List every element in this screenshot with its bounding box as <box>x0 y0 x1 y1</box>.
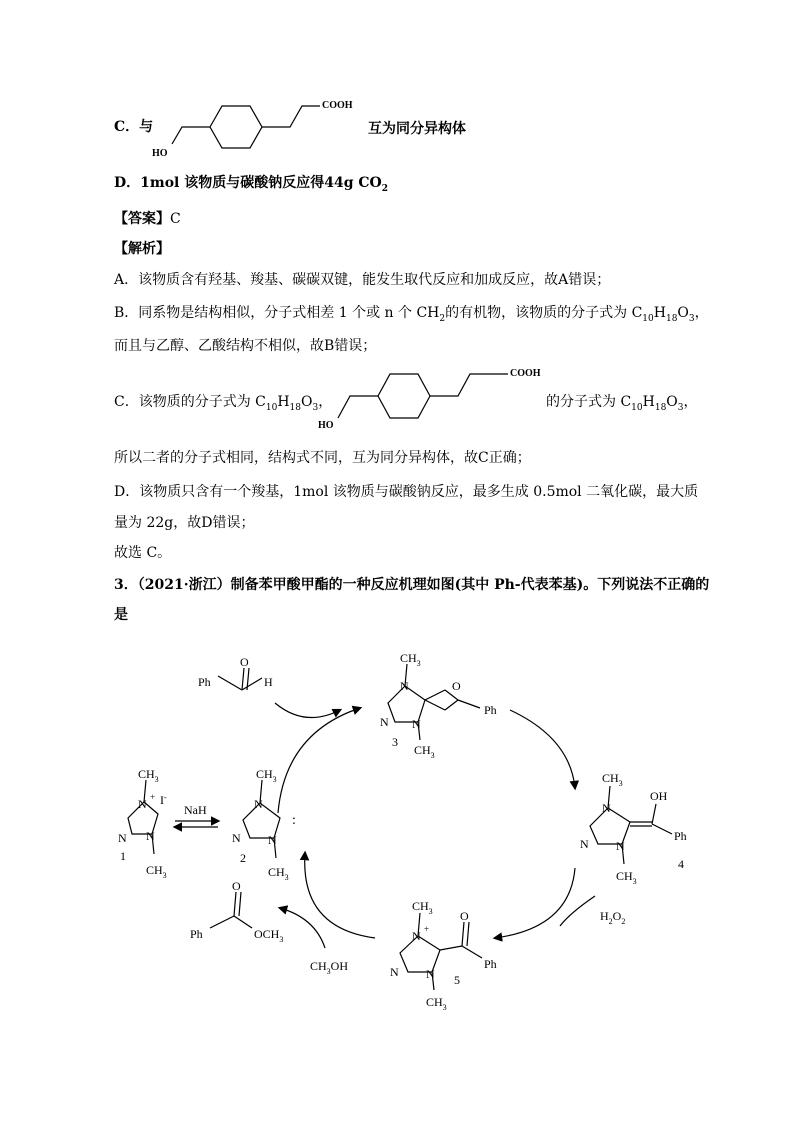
svg-text:OCH3: $OCH_3$ <box>254 927 284 944</box>
svg-text:OH: OH <box>650 789 668 803</box>
cooh-label: COOH <box>322 100 353 111</box>
cycle-arrow-4-to-5 <box>495 868 575 938</box>
analysis-b1: B．同系物是结构相似，分子式相差 1 个或 n 个 $CH_2$的有机物，该物质的分子式为 $C_{10}H_{18}O_3$， <box>114 305 709 324</box>
svg-text:O: O <box>232 879 241 893</box>
analysis-c-structure <box>310 360 550 432</box>
svg-text:+: + <box>150 792 156 802</box>
svg-text:N: N <box>412 717 421 731</box>
h2o2-label: $H_2O_2$ <box>600 909 626 926</box>
svg-text:H: H <box>264 675 273 689</box>
analysis-b2: 而且与乙醇、乙酸结构不相似，故B错误； <box>114 338 377 354</box>
conclusion: 故选 C。 <box>114 545 172 561</box>
svg-text:N: N <box>380 715 389 729</box>
svg-text:N: N <box>426 967 435 981</box>
svg-text:I-: I- <box>160 793 167 807</box>
ester-out-arrow <box>280 908 325 948</box>
c1-ch3-top: $CH_3$ <box>138 767 159 784</box>
label-3: 3 <box>392 735 398 749</box>
svg-text:CH3: $CH_3$ <box>412 899 433 916</box>
option-d: D．1mol 该物质与碳酸钠反应得44g $CO_2$ <box>114 175 388 194</box>
svg-text:N: N <box>580 837 589 851</box>
svg-text:Ph: Ph <box>674 829 687 843</box>
analysis-c2: 所以二者的分子式相同，结构式不同，互为同分异构体，故C正确； <box>114 450 531 466</box>
reaction-mechanism <box>100 628 700 1038</box>
svg-text:N: N <box>138 797 147 811</box>
option-c-structure <box>150 92 370 162</box>
cooh-label-2: COOH <box>510 368 541 379</box>
svg-text:O: O <box>240 655 249 669</box>
analysis-c1-pre: C．该物质的分子式为 $C_{10}H_{18}O_3$， <box>114 394 333 413</box>
question-3-line1: 3．（2021·浙江）制备苯甲酸甲酯的一种反应机理如图(其中 Ph-代表苯基)。下列说法不正确的 <box>114 577 710 593</box>
svg-text:Ph: Ph <box>198 675 211 689</box>
cycle-arrow-5-to-2 <box>305 853 375 938</box>
svg-text:Ph: Ph <box>484 703 497 717</box>
svg-text:CH3: $CH_3$ <box>268 865 289 882</box>
ho-label-2: HO <box>318 420 334 431</box>
svg-text:Ph: Ph <box>190 927 203 941</box>
svg-text:O: O <box>460 909 469 923</box>
answer: 【答案】C <box>114 211 181 227</box>
analysis-d2: 量为 22g，故D错误； <box>114 515 255 531</box>
cycle-arrow-3-to-4 <box>510 710 575 788</box>
option-c-suffix: 互为同分异构体 <box>368 121 466 137</box>
svg-text:CH3: $CH_3$ <box>414 743 435 760</box>
methanol-label: $CH_3OH$ <box>310 959 349 976</box>
svg-text::: : <box>292 813 296 828</box>
cycle-arrow-2-to-3 <box>278 708 360 813</box>
option-c-prefix: C．与 <box>114 119 154 135</box>
nah-label: NaH <box>184 803 207 817</box>
label-4: 4 <box>678 857 684 871</box>
svg-text:CH3: $CH_3$ <box>602 771 623 788</box>
svg-text:CH3: $CH_3$ <box>400 651 421 668</box>
svg-text:N: N <box>146 829 155 843</box>
question-3-line2: 是 <box>114 607 128 623</box>
svg-text:N: N <box>400 679 409 693</box>
svg-text:N: N <box>254 797 263 811</box>
analysis-a: A．该物质含有羟基、羧基、碳碳双键，能发生取代反应和加成反应，故A错误； <box>114 272 611 288</box>
svg-text:N: N <box>118 831 127 845</box>
svg-text:CH3: $CH_3$ <box>146 863 167 880</box>
svg-text:N: N <box>602 801 611 815</box>
analysis-c1-post: 的分子式为 $C_{10}H_{18}O_3$， <box>546 394 698 413</box>
ho-label: HO <box>152 148 168 159</box>
svg-text:N: N <box>390 965 399 979</box>
analysis-d1: D．该物质只含有一个羧基，1mol 该物质与碳酸钠反应，最多生成 0.5mol 二氧化碳，最大质 <box>114 484 699 500</box>
svg-text:N: N <box>268 833 277 847</box>
benzaldehyde-in-arrow <box>275 703 340 718</box>
svg-text:+: + <box>424 924 430 934</box>
svg-text:O: O <box>452 679 461 693</box>
svg-text:N: N <box>616 839 625 853</box>
svg-text:Ph: Ph <box>484 957 497 971</box>
label-5: 5 <box>454 973 460 987</box>
label-2: 2 <box>240 851 246 865</box>
label-1: 1 <box>120 849 126 863</box>
svg-text:CH3: $CH_3$ <box>256 767 277 784</box>
analysis-label: 【解析】 <box>114 241 170 257</box>
svg-text:N: N <box>412 929 421 943</box>
svg-text:N: N <box>232 831 241 845</box>
svg-text:CH3: $CH_3$ <box>426 995 447 1012</box>
svg-text:CH3: $CH_3$ <box>616 869 637 886</box>
